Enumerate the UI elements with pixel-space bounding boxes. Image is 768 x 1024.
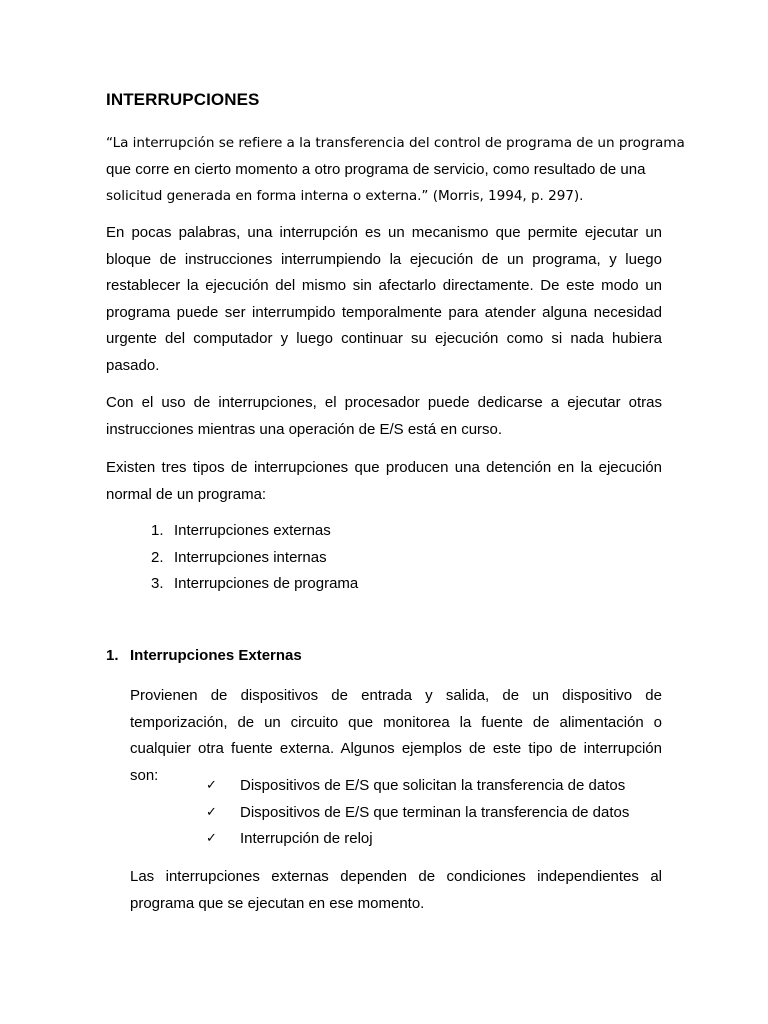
list-item-text: Interrupciones de programa <box>174 575 359 592</box>
paragraph-types-intro: Existen tres tipos de interrupciones que producen una detención en la ejecución normal de un programa: <box>106 459 662 503</box>
list-item <box>106 571 358 598</box>
checkmark-icon: ✓ <box>206 778 217 793</box>
section-closing: Las interrupciones externas dependen de condiciones independientes al programa que se ejecutan en ese momento. <box>130 868 662 912</box>
paragraph-definition: En pocas palabras, una interrupción es un mecanismo que permite ejecutar un bloque de instrucciones interrumpiendo la ejecución de un programa, y luego restablecer la ejecución del mismo sin afectarlo directamente. De este modo un programa puede ser interrumpido temporalmente para atender alguna necesidad urgente del computador y luego continuar su ejecución como si nada hubiera pasado. <box>106 224 662 374</box>
section-intro: Provienen de dispositivos de entrada y salida, de un dispositivo de temporización, de un circuito que monitorea la fuente de alimentación o cualquier otra fuente externa. Algunos ejemplos de este tipo de interrupción son: <box>130 687 662 784</box>
quote-block <box>106 130 685 210</box>
section-heading <box>106 647 302 664</box>
list-item <box>106 518 358 545</box>
list-item-text: Interrupción de reloj <box>240 830 373 847</box>
types-list <box>106 518 358 598</box>
examples-checklist <box>130 773 629 853</box>
quote-line: “La interrupción se refiere a la transferencia del control de programa de un programa <box>106 135 685 151</box>
list-item-text: Dispositivos de E/S que solicitan la transferencia de datos <box>240 777 626 794</box>
list-item-text: Interrupciones internas <box>174 548 327 566</box>
paragraph-processor: Con el uso de interrupciones, el procesador puede dedicarse a ejecutar otras instrucciones mientras una operación de E/S está en curso. <box>106 394 662 438</box>
checkmark-icon: ✓ <box>206 831 217 846</box>
list-number: 2. <box>151 548 164 566</box>
list-number: 1. <box>151 522 164 539</box>
list-number: 3. <box>151 575 164 592</box>
list-item-text: Interrupciones externas <box>174 522 331 539</box>
quote-line: solicitud generada en forma interna o externa.” (Morris, 1994, p. 297). <box>106 188 584 204</box>
list-item <box>130 773 629 800</box>
list-item <box>130 826 629 853</box>
section-number: 1. <box>106 647 119 664</box>
list-item <box>106 545 358 572</box>
checkmark-icon: ✓ <box>206 804 217 820</box>
page-title: INTERRUPCIONES <box>106 90 260 109</box>
list-item <box>130 800 629 827</box>
list-item-text: Dispositivos de E/S que terminan la transferencia de datos <box>240 803 630 821</box>
quote-line: que corre en cierto momento a otro programa de servicio, como resultado de una <box>106 160 646 178</box>
section-title: Interrupciones Externas <box>130 647 302 664</box>
